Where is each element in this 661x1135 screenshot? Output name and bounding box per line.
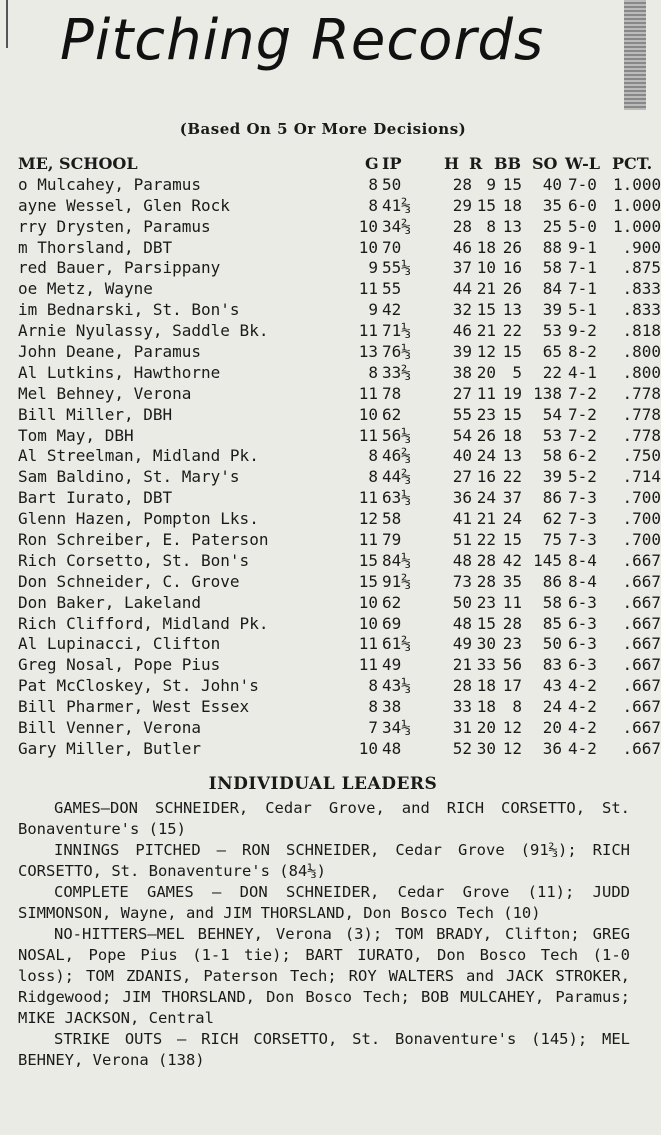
cell-ip: 62 (382, 592, 402, 612)
cell-wl: 7-3 (568, 488, 597, 508)
cell-so: 50 (542, 634, 562, 654)
header-name: ME, SCHOOL (18, 154, 138, 173)
cell-h: 54 (452, 425, 472, 445)
cell-name: Mel Behney, Verona (18, 383, 192, 403)
cell-ip: 50 (382, 174, 402, 194)
cell-so: 24 (542, 697, 562, 717)
cell-h: 29 (452, 195, 472, 215)
cell-pct: .700 (622, 530, 661, 550)
cell-bb: 13 (502, 216, 522, 236)
cell-name: ayne Wessel, Glen Rock (18, 195, 230, 215)
cell-name: Rich Clifford, Midland Pk. (18, 613, 269, 633)
cell-name: Al Lupinacci, Clifton (18, 634, 221, 654)
cell-g: 8 (368, 697, 378, 717)
cell-pct: .700 (622, 488, 661, 508)
cell-g: 11 (358, 655, 378, 675)
cell-so: 85 (542, 613, 562, 633)
cell-h: 37 (452, 258, 472, 278)
cell-g: 11 (358, 488, 378, 508)
cell-wl: 7-3 (568, 509, 597, 529)
cell-g: 10 (358, 738, 378, 758)
cell-h: 46 (452, 321, 472, 341)
cell-bb: 24 (502, 509, 522, 529)
cell-g: 11 (358, 321, 378, 341)
cell-bb: 12 (502, 718, 522, 738)
cell-h: 27 (452, 383, 472, 403)
cell-pct: .778 (622, 383, 661, 403)
cell-wl: 7-1 (568, 258, 597, 278)
cell-r: 21 (476, 279, 496, 299)
cell-h: 50 (452, 592, 472, 612)
cell-r: 21 (476, 509, 496, 529)
cell-wl: 7-2 (568, 404, 597, 424)
cell-so: 138 (533, 383, 562, 403)
cell-so: 88 (542, 237, 562, 257)
cell-pct: .700 (622, 509, 661, 529)
cell-r: 20 (476, 718, 496, 738)
cell-g: 9 (368, 300, 378, 320)
cell-ip: 62 (382, 404, 402, 424)
cell-pct: 1.000 (613, 174, 661, 194)
cell-name: o Mulcahey, Paramus (18, 174, 202, 194)
cell-h: 28 (452, 216, 472, 236)
cell-bb: 13 (502, 446, 522, 466)
cell-pct: .667 (622, 697, 661, 717)
cell-h: 28 (452, 174, 472, 194)
leader-paragraph: STRIKE OUTS — RICH CORSETTO, St. Bonaventure's (145); MEL BEHNEY, Verona (138) (18, 1030, 630, 1069)
cell-name: m Thorsland, DBT (18, 237, 173, 257)
cell-wl: 6-3 (568, 655, 597, 675)
cell-r: 18 (476, 676, 496, 696)
column-rule (6, 0, 8, 48)
leaders-section (18, 798, 630, 1071)
cell-ip: 33⅔ (382, 362, 411, 382)
cell-wl: 4-2 (568, 676, 597, 696)
leaders-heading: INDIVIDUAL LEADERS (208, 774, 438, 794)
cell-ip: 34⅔ (382, 216, 411, 236)
cell-so: 20 (542, 718, 562, 738)
cell-name: Don Baker, Lakeland (18, 592, 202, 612)
header-g: G (365, 154, 379, 173)
cell-so: 58 (542, 258, 562, 278)
cell-wl: 6-3 (568, 613, 597, 633)
cell-h: 48 (452, 613, 472, 633)
cell-bb: 12 (502, 738, 522, 758)
cell-bb: 26 (502, 237, 522, 257)
cell-h: 27 (452, 467, 472, 487)
cell-r: 15 (476, 613, 496, 633)
cell-so: 145 (533, 550, 562, 570)
cell-pct: .667 (622, 550, 661, 570)
cell-wl: 8-4 (568, 571, 597, 591)
cell-wl: 4-2 (568, 718, 597, 738)
cell-wl: 9-2 (568, 321, 597, 341)
cell-wl: 8-4 (568, 550, 597, 570)
cell-ip: 58 (382, 509, 402, 529)
cell-ip: 84⅓ (382, 550, 411, 570)
page-edge (624, 0, 646, 110)
cell-g: 13 (358, 342, 378, 362)
page-title: Pitching Records (60, 8, 545, 73)
cell-h: 73 (452, 571, 472, 591)
cell-bb: 22 (502, 467, 522, 487)
cell-wl: 9-1 (568, 237, 597, 257)
cell-name: Bill Pharmer, West Essex (18, 697, 250, 717)
cell-pct: .667 (622, 738, 661, 758)
cell-h: 46 (452, 237, 472, 257)
cell-so: 86 (542, 571, 562, 591)
cell-h: 48 (452, 550, 472, 570)
cell-name: Greg Nosal, Pope Pius (18, 655, 221, 675)
cell-name: Don Schneider, C. Grove (18, 571, 240, 591)
cell-ip: 34⅓ (382, 718, 411, 738)
cell-name: Bart Iurato, DBT (18, 488, 173, 508)
cell-h: 40 (452, 446, 472, 466)
cell-so: 25 (542, 216, 562, 236)
header-bb: BB (494, 154, 522, 173)
cell-h: 32 (452, 300, 472, 320)
cell-g: 10 (358, 592, 378, 612)
cell-h: 31 (452, 718, 472, 738)
cell-pct: 1.000 (613, 216, 661, 236)
cell-so: 36 (542, 738, 562, 758)
cell-bb: 23 (502, 634, 522, 654)
cell-name: Glenn Hazen, Pompton Lks. (18, 509, 259, 529)
cell-r: 8 (486, 216, 496, 236)
cell-wl: 7-2 (568, 425, 597, 445)
cell-g: 8 (368, 446, 378, 466)
cell-bb: 15 (502, 404, 522, 424)
cell-g: 7 (368, 718, 378, 738)
cell-name: Bill Miller, DBH (18, 404, 173, 424)
cell-so: 53 (542, 425, 562, 445)
cell-so: 53 (542, 321, 562, 341)
cell-h: 28 (452, 676, 472, 696)
cell-pct: .800 (622, 362, 661, 382)
cell-r: 24 (476, 488, 496, 508)
cell-h: 55 (452, 404, 472, 424)
cell-r: 20 (476, 362, 496, 382)
cell-name: Pat McCloskey, St. John's (18, 676, 259, 696)
cell-g: 10 (358, 237, 378, 257)
page-subtitle: (Based On 5 Or More Decisions) (179, 120, 467, 138)
cell-ip: 44⅔ (382, 467, 411, 487)
cell-g: 8 (368, 362, 378, 382)
cell-r: 23 (476, 592, 496, 612)
cell-bb: 26 (502, 279, 522, 299)
cell-so: 62 (542, 509, 562, 529)
cell-name: Bill Venner, Verona (18, 718, 202, 738)
cell-name: John Deane, Paramus (18, 342, 202, 362)
cell-bb: 22 (502, 321, 522, 341)
cell-pct: .714 (622, 467, 661, 487)
cell-pct: .778 (622, 425, 661, 445)
cell-so: 43 (542, 676, 562, 696)
cell-so: 65 (542, 342, 562, 362)
cell-g: 15 (358, 571, 378, 591)
cell-ip: 46⅔ (382, 446, 411, 466)
cell-g: 9 (368, 258, 378, 278)
cell-bb: 28 (502, 613, 522, 633)
cell-h: 36 (452, 488, 472, 508)
cell-r: 15 (476, 300, 496, 320)
cell-pct: .833 (622, 279, 661, 299)
cell-wl: 5-1 (568, 300, 597, 320)
header-wl: W-L (565, 154, 600, 173)
cell-so: 75 (542, 530, 562, 550)
cell-pct: 1.000 (613, 195, 661, 215)
cell-name: Tom May, DBH (18, 425, 134, 445)
cell-g: 10 (358, 613, 378, 633)
leader-paragraph: COMPLETE GAMES — DON SCHNEIDER, Cedar Grove (11); JUDD SIMMONSON, Wayne, and JIM THORSLAND, Don Bosco Tech (10) (18, 883, 630, 922)
cell-bb: 8 (512, 697, 522, 717)
cell-h: 51 (452, 530, 472, 550)
cell-wl: 5-2 (568, 467, 597, 487)
cell-wl: 6-2 (568, 446, 597, 466)
cell-pct: .667 (622, 613, 661, 633)
cell-name: im Bednarski, St. Bon's (18, 300, 240, 320)
cell-bb: 56 (502, 655, 522, 675)
cell-wl: 7-3 (568, 530, 597, 550)
header-ip: IP (382, 154, 402, 173)
cell-name: Arnie Nyulassy, Saddle Bk. (18, 321, 269, 341)
cell-h: 21 (452, 655, 472, 675)
cell-h: 41 (452, 509, 472, 529)
cell-wl: 8-2 (568, 342, 597, 362)
cell-bb: 42 (502, 550, 522, 570)
cell-pct: .667 (622, 634, 661, 654)
cell-so: 86 (542, 488, 562, 508)
header-pct: PCT. (612, 154, 653, 173)
cell-pct: .800 (622, 342, 661, 362)
cell-g: 8 (368, 195, 378, 215)
cell-r: 18 (476, 237, 496, 257)
cell-r: 18 (476, 697, 496, 717)
cell-r: 16 (476, 467, 496, 487)
cell-ip: 56⅓ (382, 425, 411, 445)
cell-wl: 4-2 (568, 738, 597, 758)
cell-pct: .667 (622, 592, 661, 612)
cell-bb: 17 (502, 676, 522, 696)
cell-bb: 15 (502, 530, 522, 550)
cell-ip: 78 (382, 383, 402, 403)
cell-h: 44 (452, 279, 472, 299)
cell-name: red Bauer, Parsippany (18, 258, 221, 278)
cell-ip: 69 (382, 613, 402, 633)
cell-r: 23 (476, 404, 496, 424)
cell-g: 11 (358, 383, 378, 403)
leader-paragraph: NO-HITTERS—MEL BEHNEY, Verona (3); TOM BRADY, Clifton; GREG NOSAL, Pope Pius (1-1 tie); BART IURATO, Don Bosco Tech (1-0 loss); TOM ZDANIS, Paterson Tech; ROY WALTERS and JACK STROKER, Ridgewood; JIM THORSLAND, Don Bosco Tech; BOB MULCAHEY, Paramus; MIKE JACKSON, Central (18, 925, 630, 1027)
cell-ip: 61⅔ (382, 634, 411, 654)
cell-g: 11 (358, 425, 378, 445)
cell-bb: 16 (502, 258, 522, 278)
cell-r: 12 (476, 342, 496, 362)
cell-pct: .667 (622, 718, 661, 738)
cell-wl: 4-2 (568, 697, 597, 717)
cell-ip: 76⅓ (382, 342, 411, 362)
cell-g: 11 (358, 530, 378, 550)
cell-r: 28 (476, 550, 496, 570)
cell-name: Al Lutkins, Hawthorne (18, 362, 221, 382)
cell-wl: 6-3 (568, 634, 597, 654)
cell-h: 38 (452, 362, 472, 382)
cell-g: 11 (358, 279, 378, 299)
cell-so: 39 (542, 467, 562, 487)
cell-ip: 79 (382, 530, 402, 550)
cell-bb: 15 (502, 174, 522, 194)
cell-r: 28 (476, 571, 496, 591)
cell-ip: 91⅔ (382, 571, 411, 591)
header-r: R (469, 154, 483, 173)
cell-wl: 5-0 (568, 216, 597, 236)
cell-so: 54 (542, 404, 562, 424)
cell-name: Gary Miller, Butler (18, 738, 202, 758)
leader-paragraph: INNINGS PITCHED — RON SCHNEIDER, Cedar Grove (91⅔); RICH CORSETTO, St. Bonaventure's (84⅓) (18, 841, 630, 880)
leader-paragraph: GAMES—DON SCHNEIDER, Cedar Grove, and RICH CORSETTO, St. Bonaventure's (15) (18, 799, 630, 838)
cell-so: 39 (542, 300, 562, 320)
cell-pct: .667 (622, 676, 661, 696)
cell-ip: 55⅓ (382, 258, 411, 278)
cell-bb: 19 (502, 383, 522, 403)
cell-ip: 38 (382, 697, 402, 717)
cell-g: 8 (368, 174, 378, 194)
cell-g: 8 (368, 467, 378, 487)
cell-name: Sam Baldino, St. Mary's (18, 467, 240, 487)
cell-bb: 35 (502, 571, 522, 591)
cell-r: 22 (476, 530, 496, 550)
cell-so: 58 (542, 592, 562, 612)
cell-r: 15 (476, 195, 496, 215)
cell-r: 26 (476, 425, 496, 445)
cell-ip: 63⅓ (382, 488, 411, 508)
cell-h: 52 (452, 738, 472, 758)
cell-so: 84 (542, 279, 562, 299)
cell-bb: 13 (502, 300, 522, 320)
cell-name: Al Streelman, Midland Pk. (18, 446, 259, 466)
cell-g: 12 (358, 509, 378, 529)
cell-wl: 7-2 (568, 383, 597, 403)
cell-ip: 42 (382, 300, 402, 320)
cell-ip: 71⅓ (382, 321, 411, 341)
cell-h: 39 (452, 342, 472, 362)
cell-r: 21 (476, 321, 496, 341)
cell-bb: 18 (502, 425, 522, 445)
cell-wl: 7-1 (568, 279, 597, 299)
cell-name: Rich Corsetto, St. Bon's (18, 550, 250, 570)
cell-r: 24 (476, 446, 496, 466)
cell-bb: 15 (502, 342, 522, 362)
cell-ip: 43⅓ (382, 676, 411, 696)
cell-r: 33 (476, 655, 496, 675)
cell-wl: 7-0 (568, 174, 597, 194)
cell-so: 58 (542, 446, 562, 466)
cell-ip: 48 (382, 738, 402, 758)
cell-h: 33 (452, 697, 472, 717)
cell-pct: .818 (622, 321, 661, 341)
cell-pct: .667 (622, 571, 661, 591)
cell-ip: 41⅔ (382, 195, 411, 215)
cell-bb: 18 (502, 195, 522, 215)
cell-so: 35 (542, 195, 562, 215)
cell-r: 9 (486, 174, 496, 194)
cell-name: rry Drysten, Paramus (18, 216, 211, 236)
cell-pct: .900 (622, 237, 661, 257)
cell-r: 11 (476, 383, 496, 403)
cell-g: 11 (358, 634, 378, 654)
cell-name: oe Metz, Wayne (18, 279, 153, 299)
cell-g: 10 (358, 404, 378, 424)
cell-pct: .667 (622, 655, 661, 675)
header-so: SO (532, 154, 558, 173)
cell-pct: .750 (622, 446, 661, 466)
cell-wl: 6-0 (568, 195, 597, 215)
cell-wl: 4-1 (568, 362, 597, 382)
cell-pct: .833 (622, 300, 661, 320)
cell-ip: 49 (382, 655, 402, 675)
cell-so: 22 (542, 362, 562, 382)
cell-pct: .875 (622, 258, 661, 278)
cell-so: 83 (542, 655, 562, 675)
cell-pct: .778 (622, 404, 661, 424)
cell-ip: 70 (382, 237, 402, 257)
cell-r: 30 (476, 738, 496, 758)
cell-bb: 5 (512, 362, 522, 382)
cell-ip: 55 (382, 279, 402, 299)
header-h: H (444, 154, 460, 173)
cell-bb: 37 (502, 488, 522, 508)
cell-r: 10 (476, 258, 496, 278)
cell-r: 30 (476, 634, 496, 654)
cell-bb: 11 (502, 592, 522, 612)
cell-h: 49 (452, 634, 472, 654)
cell-wl: 6-3 (568, 592, 597, 612)
cell-g: 8 (368, 676, 378, 696)
cell-name: Ron Schreiber, E. Paterson (18, 530, 269, 550)
cell-g: 10 (358, 216, 378, 236)
cell-so: 40 (542, 174, 562, 194)
cell-g: 15 (358, 550, 378, 570)
